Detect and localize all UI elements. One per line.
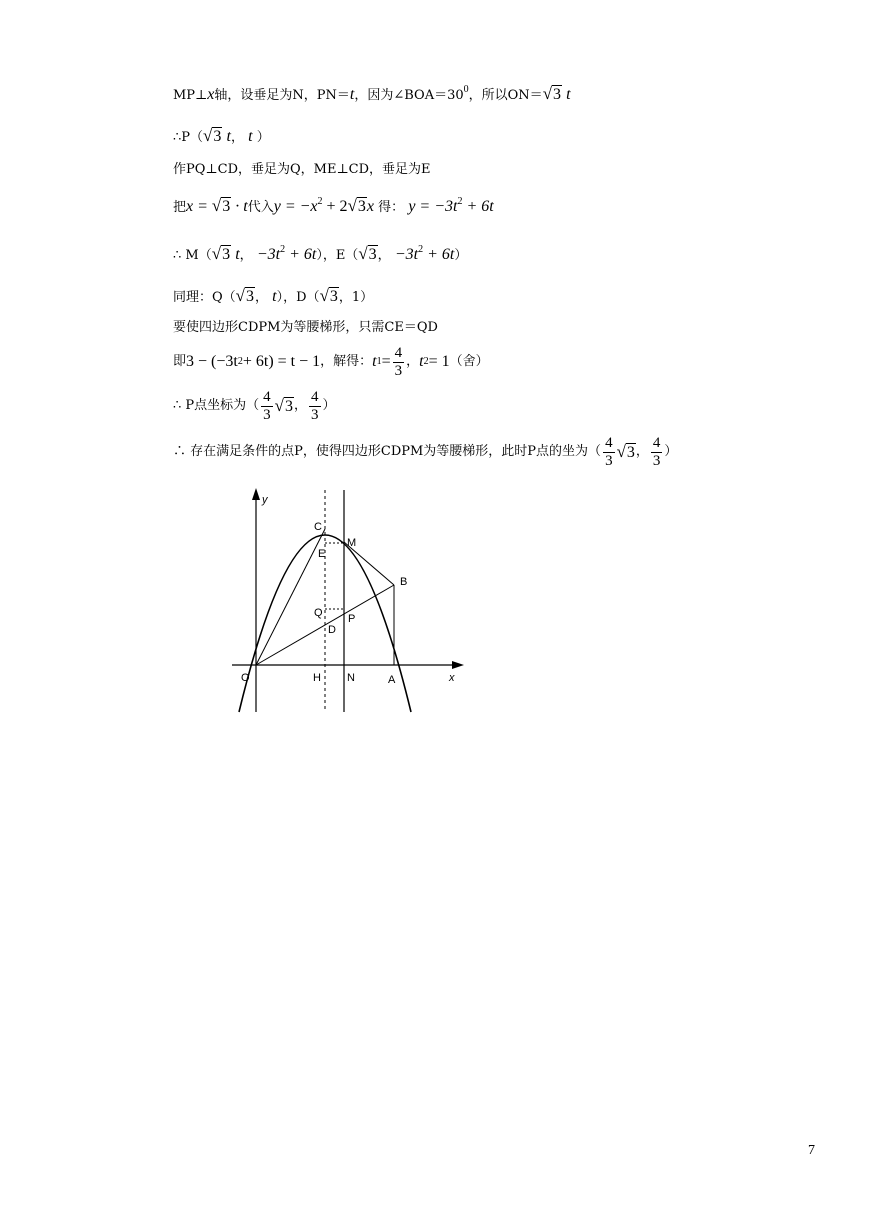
text: 代入 bbox=[247, 200, 274, 215]
text: ， bbox=[377, 248, 391, 263]
text: 要使四边形CDPM为等腰梯形，只需CE＝QD bbox=[173, 320, 438, 335]
math: −3t bbox=[256, 246, 281, 263]
fraction: 4 3 bbox=[311, 388, 319, 423]
sqrt: √3 bbox=[211, 244, 231, 263]
sqrt: √3 bbox=[274, 395, 293, 415]
y-axis-arrow bbox=[252, 488, 260, 500]
sqrt: √3 bbox=[358, 244, 377, 263]
text: 得： bbox=[378, 200, 405, 215]
page-number: 7 bbox=[808, 1143, 815, 1158]
text: ， bbox=[255, 290, 269, 305]
text: ，1） bbox=[338, 290, 374, 305]
math: y = −3t bbox=[408, 198, 458, 215]
math-var: x bbox=[366, 198, 375, 215]
sqrt: √3 bbox=[347, 196, 366, 215]
math: −3t bbox=[394, 246, 419, 263]
label-q: Q bbox=[314, 607, 323, 619]
math-var: t bbox=[372, 353, 377, 370]
text: ） bbox=[322, 398, 336, 413]
math: + 6t) = t − 1 bbox=[242, 353, 321, 370]
sqrt: √3 bbox=[319, 286, 338, 305]
subscript: 2 bbox=[423, 356, 429, 367]
sqrt: √3 bbox=[211, 196, 231, 215]
label-d: D bbox=[328, 624, 336, 636]
text: 作PQ⊥CD，垂足为Q，ME⊥CD，垂足为E bbox=[173, 162, 431, 177]
math: = 1 bbox=[428, 353, 450, 370]
math-var: x bbox=[207, 86, 215, 103]
text: 同理：Q（ bbox=[173, 290, 236, 305]
fraction: 4 3 bbox=[652, 434, 661, 469]
text: （舍） bbox=[449, 354, 489, 369]
math-var: t bbox=[272, 288, 277, 305]
superscript: 2 bbox=[317, 196, 323, 207]
math: 3 − (−3t bbox=[186, 353, 238, 370]
text: ， bbox=[635, 444, 649, 459]
math: + 6t bbox=[285, 246, 317, 263]
math-var: t bbox=[226, 128, 231, 145]
label-m: M bbox=[347, 537, 357, 549]
label-h: H bbox=[313, 672, 321, 684]
subscript: 1 bbox=[376, 356, 382, 367]
sqrt: √3 bbox=[235, 286, 255, 305]
text: ，因为∠BOA＝30 bbox=[354, 88, 464, 103]
text: ∴P（ bbox=[173, 130, 204, 145]
text: ） bbox=[256, 130, 270, 145]
math: x = bbox=[186, 198, 212, 215]
math: + 2 bbox=[322, 198, 348, 215]
math-var: t bbox=[566, 86, 571, 103]
label-e: E bbox=[318, 548, 326, 560]
fraction: $\frac{4}{3}$ bbox=[394, 344, 403, 379]
x-axis-arrow bbox=[452, 661, 464, 669]
text: 轴，设垂足为N，PN＝ bbox=[214, 88, 350, 103]
math-var: t bbox=[235, 246, 240, 263]
text: ∴ M（ bbox=[173, 248, 212, 263]
math-var: t bbox=[248, 128, 253, 145]
text: ∴ 存在满足条件的点P，使得四边形CDPM为等腰梯形，此时P点的坐为（ bbox=[173, 444, 602, 459]
math: + 6t bbox=[462, 198, 494, 215]
fraction: 4 3 bbox=[263, 388, 271, 423]
label-n: N bbox=[347, 672, 355, 684]
text: 把 bbox=[173, 200, 187, 215]
label-c: C bbox=[314, 521, 322, 533]
superscript: 2 bbox=[280, 244, 286, 255]
math: · t bbox=[231, 198, 248, 215]
text: ），D（ bbox=[276, 290, 320, 305]
math-var: t bbox=[419, 353, 424, 370]
text: ，解得： bbox=[320, 354, 373, 369]
label-a: A bbox=[388, 674, 396, 686]
sqrt: √3 bbox=[616, 441, 635, 461]
superscript: 2 bbox=[457, 196, 463, 207]
text: ） bbox=[454, 248, 468, 263]
text: ，所以ON＝ bbox=[468, 88, 543, 103]
fraction: 4 3 bbox=[605, 434, 613, 469]
text: ∴ P点坐标为（ bbox=[173, 398, 260, 413]
sqrt: √3 bbox=[542, 84, 562, 103]
superscript: 0 bbox=[463, 84, 469, 95]
math: = bbox=[381, 353, 391, 370]
text: ），E（ bbox=[316, 248, 359, 263]
text: ， bbox=[230, 130, 244, 145]
text: ， bbox=[239, 248, 253, 263]
math: + 6t bbox=[423, 246, 455, 263]
math-var: t bbox=[349, 86, 355, 103]
label-o: O bbox=[241, 672, 250, 684]
text: ， bbox=[406, 354, 420, 369]
math: y = −x bbox=[273, 198, 318, 215]
superscript: 2 bbox=[418, 244, 424, 255]
label-p: P bbox=[348, 613, 356, 625]
text: ） bbox=[664, 444, 678, 459]
text: ， bbox=[294, 398, 308, 413]
superscript: 2 bbox=[237, 356, 243, 367]
text: MP⊥ bbox=[173, 88, 208, 103]
label-y: y bbox=[262, 494, 268, 506]
sqrt: √3 bbox=[203, 126, 222, 145]
label-b: B bbox=[400, 576, 408, 588]
label-x: x bbox=[449, 672, 455, 684]
text: 即 bbox=[173, 354, 187, 369]
